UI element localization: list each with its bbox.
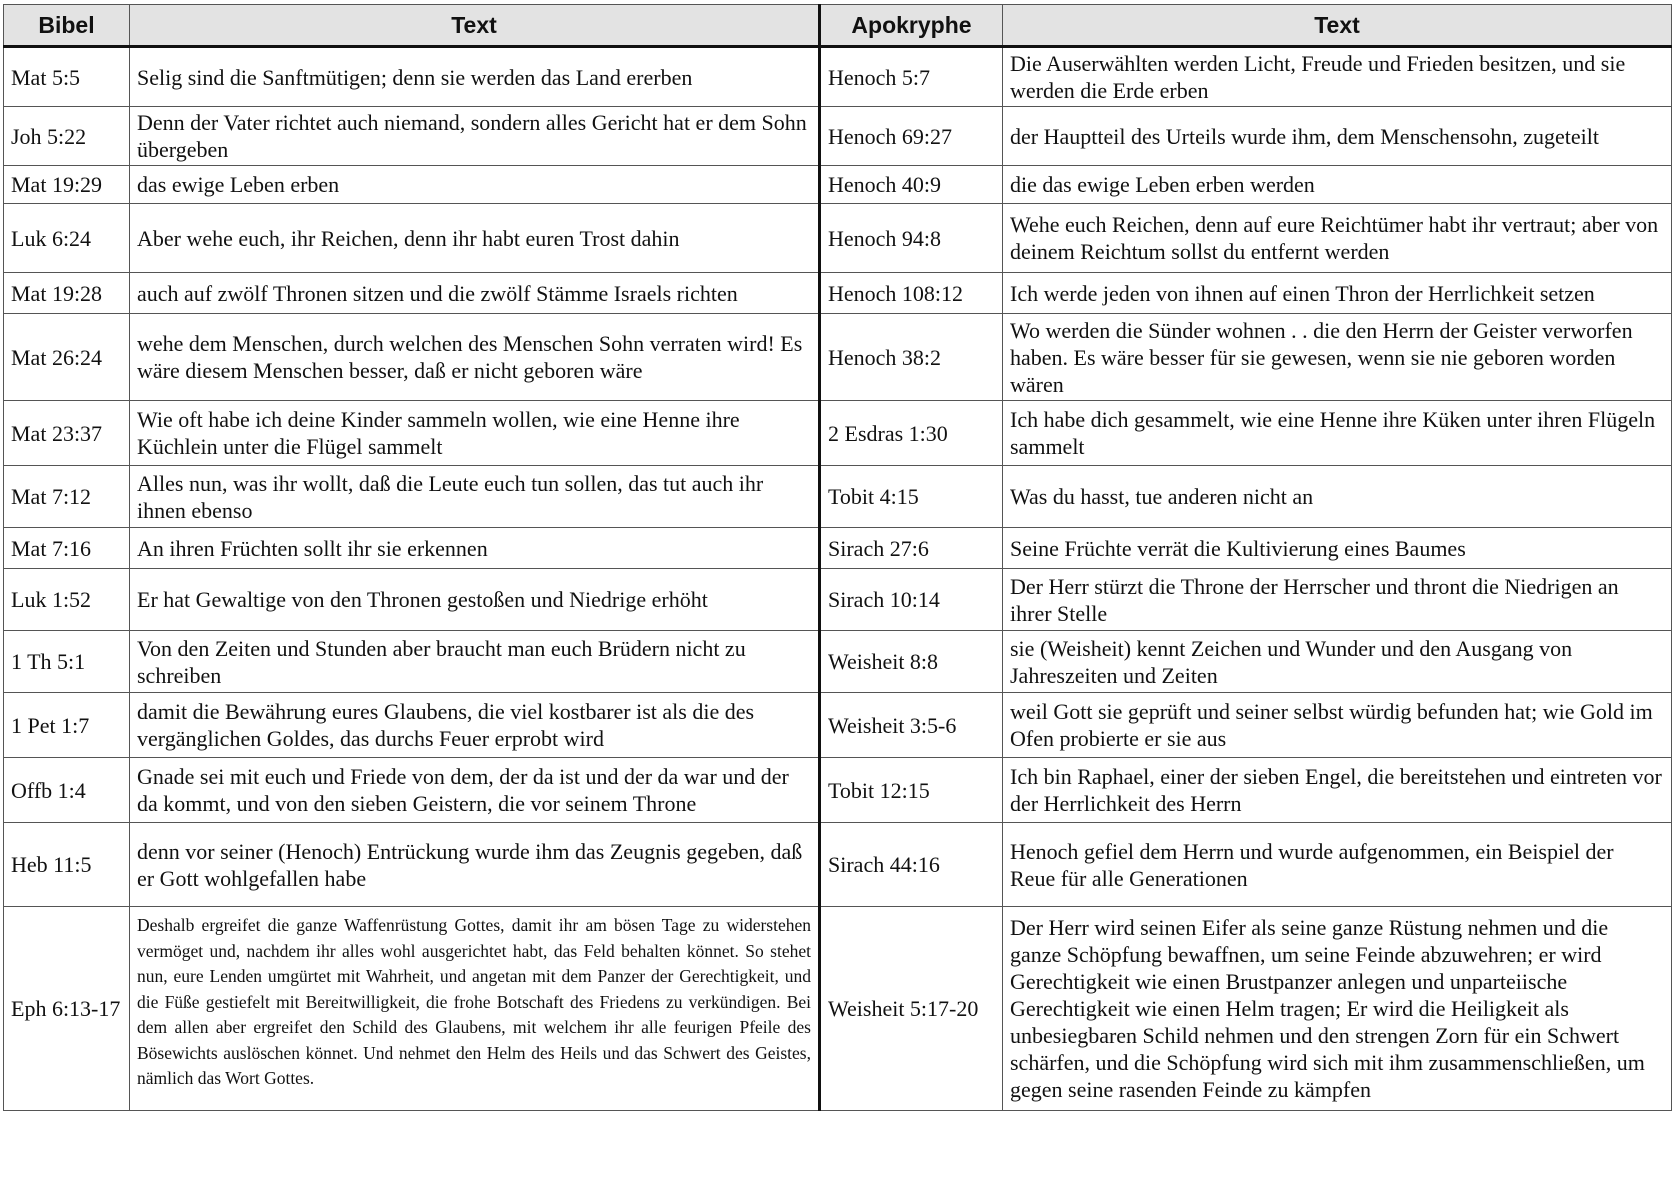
bible-text-cell: Aber wehe euch, ihr Reichen, denn ihr habt euren Trost dahin [130, 204, 820, 273]
bible-text-cell: Alles nun, was ihr wollt, daß die Leute euch tun sollen, das tut auch ihr ihnen ebenso [130, 466, 820, 528]
bible-reference-cell: Eph 6:13-17 [4, 907, 130, 1111]
apocrypha-text-cell: Henoch gefiel dem Herrn und wurde aufgenommen, ein Beispiel der Reue für alle Generationen [1003, 823, 1672, 907]
apocrypha-reference-cell: 2 Esdras 1:30 [820, 401, 1003, 466]
table-row [4, 631, 1672, 693]
apocrypha-text-cell: der Hauptteil des Urteils wurde ihm, dem Menschensohn, zugeteilt [1003, 107, 1672, 166]
bible-text-cell: das ewige Leben erben [130, 166, 820, 204]
bible-reference-cell: Mat 19:29 [4, 166, 130, 204]
apocrypha-text-cell: Die Auserwählten werden Licht, Freude und Frieden besitzen, und sie werden die Erde erben [1003, 47, 1672, 107]
bible-text-cell: Er hat Gewaltige von den Thronen gestoßen und Niedrige erhöht [130, 569, 820, 631]
bible-text-cell: Deshalb ergreifet die ganze Waffenrüstung Gottes, damit ihr am bösen Tage zu widerstehen vermöget und, nachdem ihr alles wohl ausgerichtet habt, das Feld behalten könnet. So stehet nun, eure Lenden umgürtet mit Wahrheit, und angetan mit dem Panzer der Gerechtigkeit, und die Füße gestiefelt mit Bereitwilligkeit, die frohe Botschaft des Friedens zu verkündigen. Bei dem allen aber ergreifet den Schild des Glaubens, mit welchem ihr alle feurigen Pfeile des Bösewichts auslöschen könnet. Und nehmet den Helm des Heils und das Schwert des Geistes, nämlich das Wort Gottes. [130, 907, 820, 1111]
bible-apocrypha-comparison-table [3, 4, 1672, 1111]
apocrypha-reference-cell: Henoch 69:27 [820, 107, 1003, 166]
apocrypha-text-cell: Wehe euch Reichen, denn auf eure Reichtümer habt ihr vertraut; aber von deinem Reichtum sollst du entfernt werden [1003, 204, 1672, 273]
bible-reference-cell: 1 Th 5:1 [4, 631, 130, 693]
table-row [4, 107, 1672, 166]
bible-text-cell: wehe dem Menschen, durch welchen des Menschen Sohn verraten wird! Es wäre diesem Menschen besser, daß er nicht geboren wäre [130, 314, 820, 401]
apocrypha-reference-cell: Weisheit 3:5-6 [820, 693, 1003, 758]
header-bible: Bibel [4, 5, 130, 47]
bible-reference-cell: 1 Pet 1:7 [4, 693, 130, 758]
apocrypha-reference-cell: Sirach 10:14 [820, 569, 1003, 631]
table-row [4, 569, 1672, 631]
table-row [4, 47, 1672, 107]
table-row [4, 693, 1672, 758]
table-row [4, 314, 1672, 401]
apocrypha-text-cell: sie (Weisheit) kennt Zeichen und Wunder und den Ausgang von Jahreszeiten und Zeiten [1003, 631, 1672, 693]
apocrypha-reference-cell: Henoch 108:12 [820, 273, 1003, 314]
table-row [4, 907, 1672, 1111]
header-apocrypha-text: Text [1003, 5, 1672, 47]
apocrypha-reference-cell: Weisheit 5:17-20 [820, 907, 1003, 1111]
comparison-table-container [3, 4, 1672, 1111]
bible-text-cell: An ihren Früchten sollt ihr sie erkennen [130, 528, 820, 569]
bible-reference-cell: Luk 1:52 [4, 569, 130, 631]
apocrypha-reference-cell: Sirach 44:16 [820, 823, 1003, 907]
apocrypha-reference-cell: Henoch 5:7 [820, 47, 1003, 107]
table-row [4, 528, 1672, 569]
apocrypha-text-cell: weil Gott sie geprüft und seiner selbst würdig befunden hat; wie Gold im Ofen probierte er sie aus [1003, 693, 1672, 758]
apocrypha-text-cell: die das ewige Leben erben werden [1003, 166, 1672, 204]
bible-reference-cell: Mat 5:5 [4, 47, 130, 107]
table-row [4, 401, 1672, 466]
bible-reference-cell: Luk 6:24 [4, 204, 130, 273]
header-row [4, 5, 1672, 47]
bible-reference-cell: Mat 19:28 [4, 273, 130, 314]
table-row [4, 204, 1672, 273]
apocrypha-text-cell: Der Herr stürzt die Throne der Herrscher und thront die Niedrigen an ihrer Stelle [1003, 569, 1672, 631]
bible-reference-cell: Mat 7:16 [4, 528, 130, 569]
bible-text-cell: denn vor seiner (Henoch) Entrückung wurde ihm das Zeugnis gegeben, daß er Gott wohlgefallen habe [130, 823, 820, 907]
table-header [4, 5, 1672, 47]
apocrypha-reference-cell: Henoch 38:2 [820, 314, 1003, 401]
bible-text-cell: Selig sind die Sanftmütigen; denn sie werden das Land ererben [130, 47, 820, 107]
apocrypha-reference-cell: Weisheit 8:8 [820, 631, 1003, 693]
header-apocrypha: Apokryphe [820, 5, 1003, 47]
apocrypha-reference-cell: Sirach 27:6 [820, 528, 1003, 569]
apocrypha-text-cell: Wo werden die Sünder wohnen . . die den Herrn der Geister verworfen haben. Es wäre besser für sie gewesen, wenn sie nie geboren worden wären [1003, 314, 1672, 401]
bible-reference-cell: Offb 1:4 [4, 758, 130, 823]
bible-reference-cell: Joh 5:22 [4, 107, 130, 166]
table-row [4, 823, 1672, 907]
header-bible-text: Text [130, 5, 820, 47]
bible-reference-cell: Mat 26:24 [4, 314, 130, 401]
apocrypha-text-cell: Der Herr wird seinen Eifer als seine ganze Rüstung nehmen und die ganze Schöpfung bewaffnen, um seine Feinde abzuwehren; er wird Gerechtigkeit wie einen Brustpanzer anlegen und unparteiische Gerechtigkeit wie einen Helm tragen; Er wird die Heiligkeit als unbesiegbaren Schild nehmen und den strengen Zorn für ein Schwert schärfen, und die Schöpfung wird sich mit ihm zusammenschließen, um gegen seine rasenden Feinde zu kämpfen [1003, 907, 1672, 1111]
apocrypha-text-cell: Was du hasst, tue anderen nicht an [1003, 466, 1672, 528]
apocrypha-text-cell: Ich werde jeden von ihnen auf einen Thron der Herrlichkeit setzen [1003, 273, 1672, 314]
table-row [4, 466, 1672, 528]
bible-text-cell: Denn der Vater richtet auch niemand, sondern alles Gericht hat er dem Sohn übergeben [130, 107, 820, 166]
table-row [4, 758, 1672, 823]
apocrypha-text-cell: Seine Früchte verrät die Kultivierung eines Baumes [1003, 528, 1672, 569]
apocrypha-reference-cell: Tobit 12:15 [820, 758, 1003, 823]
bible-text-cell: auch auf zwölf Thronen sitzen und die zwölf Stämme Israels richten [130, 273, 820, 314]
bible-reference-cell: Heb 11:5 [4, 823, 130, 907]
apocrypha-text-cell: Ich bin Raphael, einer der sieben Engel, die bereitstehen und eintreten vor der Herrlichkeit des Herrn [1003, 758, 1672, 823]
apocrypha-text-cell: Ich habe dich gesammelt, wie eine Henne ihre Küken unter ihren Flügeln sammelt [1003, 401, 1672, 466]
bible-text-cell: Von den Zeiten und Stunden aber braucht man euch Brüdern nicht zu schreiben [130, 631, 820, 693]
table-row [4, 273, 1672, 314]
bible-text-cell: Gnade sei mit euch und Friede von dem, der da ist und der da war und der da kommt, und von den sieben Geistern, die vor seinem Throne [130, 758, 820, 823]
apocrypha-reference-cell: Henoch 94:8 [820, 204, 1003, 273]
bible-reference-cell: Mat 23:37 [4, 401, 130, 466]
bible-text-cell: Wie oft habe ich deine Kinder sammeln wollen, wie eine Henne ihre Küchlein unter die Flügel sammelt [130, 401, 820, 466]
bible-text-cell: damit die Bewährung eures Glaubens, die viel kostbarer ist als die des vergänglichen Goldes, das durchs Feuer erprobt wird [130, 693, 820, 758]
table-body [4, 47, 1672, 1111]
bible-reference-cell: Mat 7:12 [4, 466, 130, 528]
apocrypha-reference-cell: Tobit 4:15 [820, 466, 1003, 528]
table-row [4, 166, 1672, 204]
apocrypha-reference-cell: Henoch 40:9 [820, 166, 1003, 204]
